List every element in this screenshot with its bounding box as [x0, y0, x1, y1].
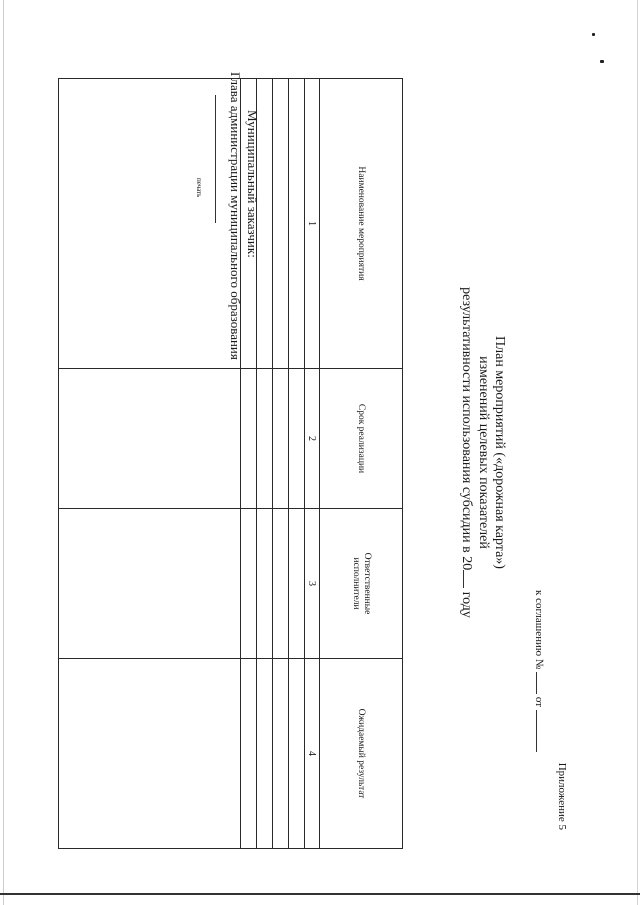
plan-title-year-suffix: году — [459, 591, 474, 618]
agreement-prefix: к соглашению № — [533, 590, 545, 670]
plan-title-line-2: изменений целевых показателей — [476, 356, 492, 549]
agreement-middle: от — [533, 696, 545, 708]
header-activity-name: Наименование мероприятия — [320, 79, 403, 369]
agreement-reference — [533, 590, 548, 830]
agreement-date-blank — [536, 710, 548, 752]
plan-title-line-3 — [459, 0, 477, 905]
administration-head-label: Глава администрации муниципального образования — [228, 72, 243, 360]
table-row — [273, 79, 289, 849]
column-number: 1 — [305, 79, 320, 369]
plan-title-line-1: План мероприятий («дорожная карта») — [492, 336, 507, 569]
header-implementation-period: Срок реализации — [320, 369, 403, 509]
column-number: 2 — [305, 369, 320, 509]
table-row — [289, 79, 305, 849]
plan-title — [459, 0, 508, 905]
plan-year-blank — [463, 570, 476, 588]
appendix-title: Приложение 5 — [556, 762, 568, 830]
signature-line — [215, 95, 216, 223]
table-row — [59, 79, 241, 849]
column-number: 3 — [305, 509, 320, 659]
table-header-row — [320, 79, 403, 849]
agreement-number-blank — [536, 672, 548, 694]
seal-label: печать — [195, 178, 203, 198]
header-responsible-executors: Ответственные исполнители — [320, 509, 403, 659]
column-number: 4 — [305, 659, 320, 849]
municipal-customer-label: Муниципальный заказчик: — [245, 110, 260, 258]
table-column-numbers-row — [305, 79, 320, 849]
plan-title-year-prefix: результативности использования субсидии в 20 — [459, 287, 474, 571]
header-expected-result: Ожидаемый результат — [320, 659, 403, 849]
